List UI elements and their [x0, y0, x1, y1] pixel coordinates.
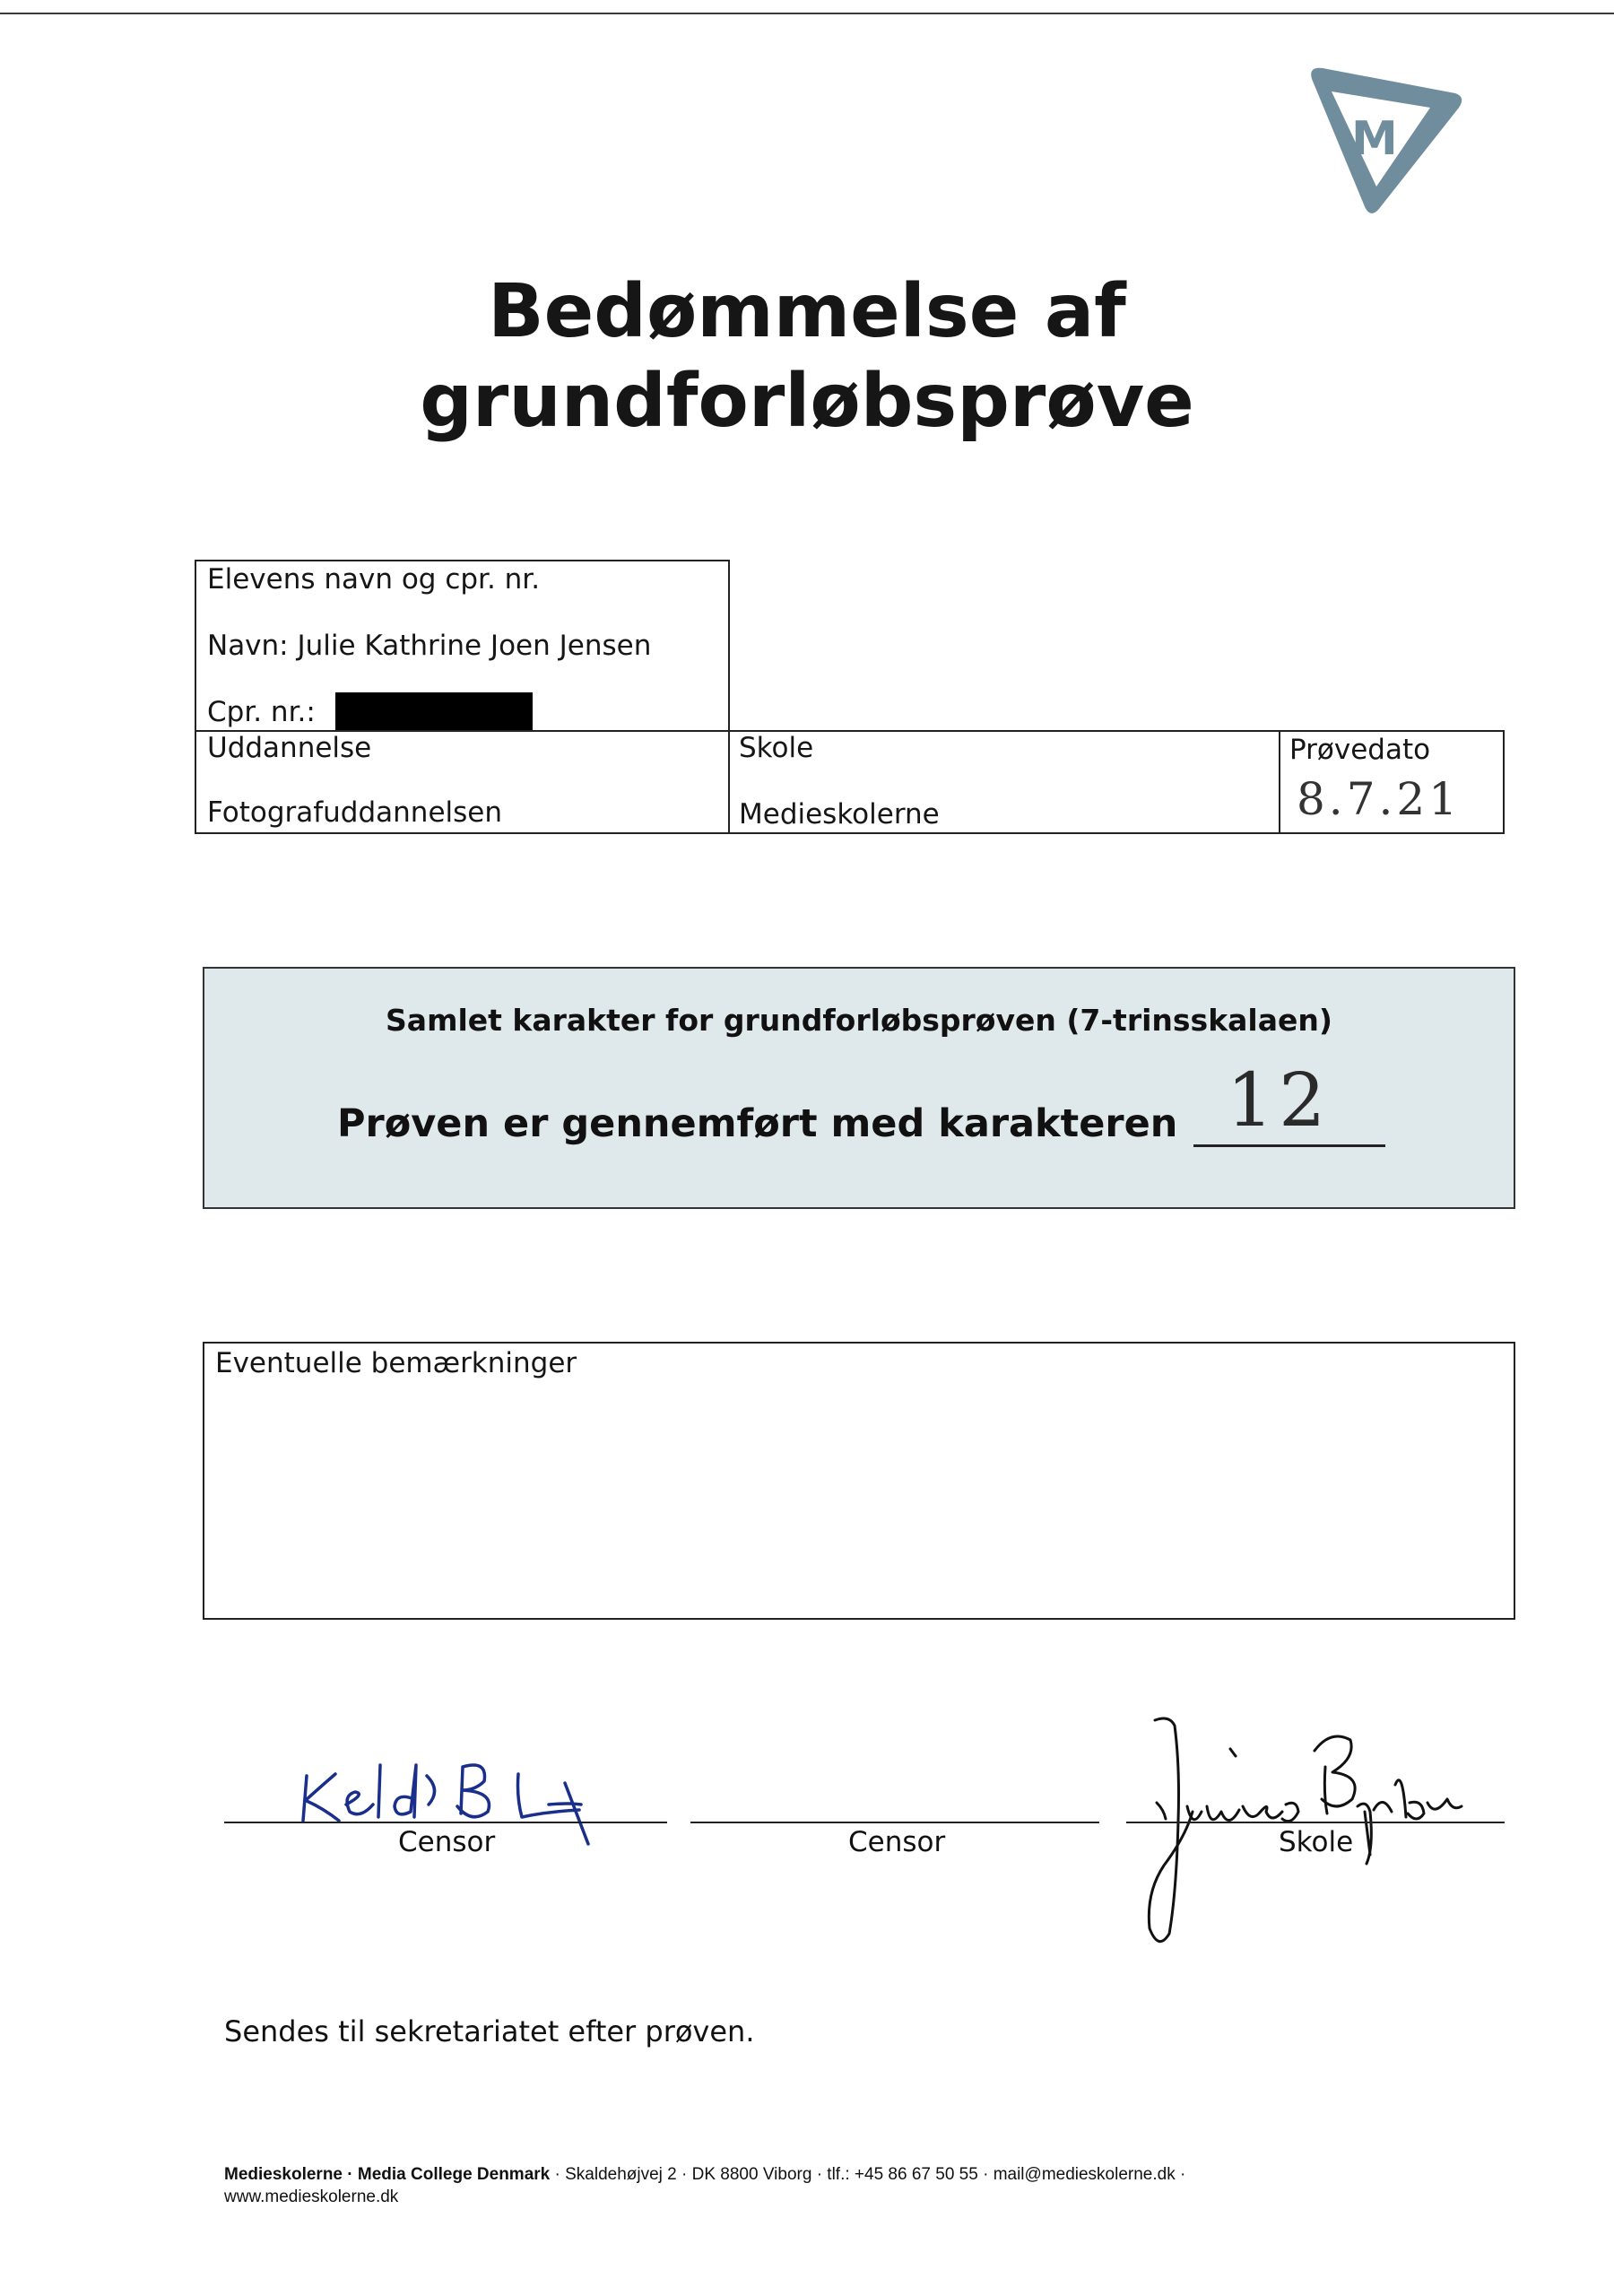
school-label: Skole — [739, 732, 814, 764]
censor-1-label: Censor — [398, 1826, 496, 1858]
education-value: Fotografuddannelsen — [207, 796, 502, 829]
education-cell — [195, 730, 730, 834]
remarks-label: Eventuelle bemærkninger — [215, 1347, 577, 1379]
page-title — [0, 267, 1614, 447]
grade-value: 12 — [1227, 1058, 1332, 1144]
school-signature-line — [1126, 1822, 1505, 1823]
student-name: Navn: Julie Kathrine Joen Jensen — [207, 630, 652, 662]
scan-edge-line — [0, 13, 1614, 14]
footer — [224, 2163, 1185, 2208]
school-value: Medieskolerne — [739, 798, 940, 831]
footer-address: · Skaldehøjvej 2 · DK 8800 Viborg · tlf.: +45 86 67 50 55 · mail@medieskolerne.dk · — [550, 2165, 1186, 2184]
grade-sentence: Prøven er gennemført med karakteren — [337, 1101, 1178, 1146]
grade-blank-line — [1193, 1144, 1385, 1147]
student-box — [195, 560, 730, 732]
medieskolerne-logo — [1305, 61, 1466, 218]
cpr-label: Cpr. nr.: — [207, 696, 316, 728]
title-line-2: grundforløbsprøve — [420, 359, 1194, 444]
school-signature-label: Skole — [1279, 1826, 1354, 1858]
exam-date-cell — [1279, 730, 1505, 834]
grade-box — [203, 967, 1515, 1209]
footer-org: Medieskolerne · Media College Denmark — [224, 2165, 551, 2184]
school-cell — [728, 730, 1280, 834]
exam-date-value: 8.7.21 — [1297, 773, 1462, 825]
title-line-1: Bedømmelse af — [488, 269, 1126, 354]
cpr-redaction — [335, 692, 533, 730]
exam-date-label: Prøvedato — [1289, 734, 1431, 766]
footer-line-1 — [224, 2163, 1185, 2186]
logo-letter: M — [1351, 112, 1398, 166]
censor-2-signature-line — [690, 1822, 1099, 1823]
student-heading: Elevens navn og cpr. nr. — [207, 563, 541, 596]
grade-heading: Samlet karakter for grundforløbsprøven (7-trinsskalaen) — [386, 1003, 1332, 1038]
remarks-box — [203, 1342, 1515, 1620]
submission-note: Sendes til sekretariatet efter prøven. — [224, 2014, 755, 2048]
footer-website: www.medieskolerne.dk — [224, 2187, 399, 2206]
censor-1-signature-line — [224, 1822, 667, 1823]
censor-2-label: Censor — [848, 1826, 946, 1858]
education-label: Uddannelse — [207, 732, 372, 764]
